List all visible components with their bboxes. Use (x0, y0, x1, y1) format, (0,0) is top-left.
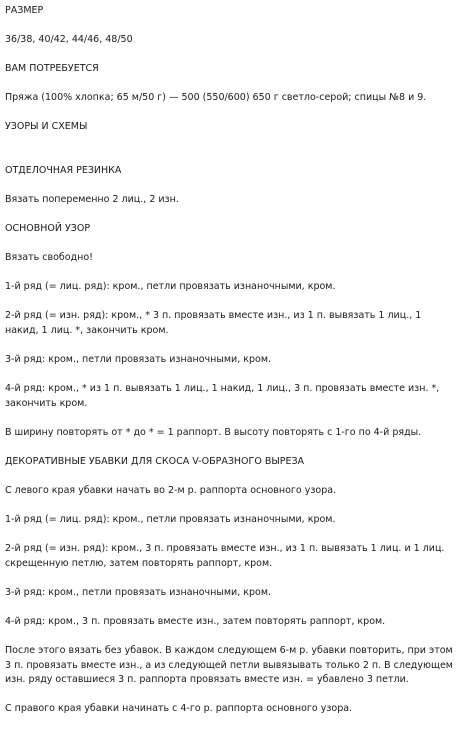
decrease-right: С правого края убавки начинать с 4-го р. раппорта основного узора. (5, 703, 353, 715)
ribbing-text: Вязать попеременно 2 лиц., 2 изн. (5, 194, 179, 206)
decrease-row-3: 3-й ряд: кром., петли провязать изнаночными, кром. (5, 586, 272, 598)
decrease-row-2: 2-й ряд (= изн. ряд): кром., 3 п. провязать вместе изн., из 1 п. вывязать 1 лиц. и 1 лиц. скрещенную петлю, затем повторять раппорт, кром. (5, 543, 445, 569)
main-pattern-heading: ОСНОВНОЙ УЗОР (5, 223, 91, 235)
decrease-heading: ДЕКОРАТИВНЫЕ УБАВКИ ДЛЯ СКОСА V-ОБРАЗНОГО ВЫРЕЗА (5, 456, 305, 467)
decrease-row-1: 1-й ряд (= лиц. ряд): кром., петли провязать изнаночными, кром. (5, 514, 336, 526)
patterns-heading: УЗОРЫ И СХЕМЫ (5, 121, 88, 133)
sizes-text: 36/38, 40/42, 44/46, 48/50 (5, 34, 133, 46)
decrease-row-4: 4-й ряд: кром., 3 п. провязать вместе изн., затем повторять раппорт, кром. (5, 616, 386, 628)
main-pattern-note: Вязать свободно! (5, 252, 93, 264)
size-heading: РАЗМЕР (5, 5, 44, 16)
main-row-4: 4-й ряд: кром., * из 1 п. вывязать 1 лиц., 1 накид, 1 лиц., 3 п. провязать вместе изн. *, закончить кром. (5, 383, 440, 409)
main-row-2: 2-й ряд (= изн. ряд): кром., * 3 п. провязать вместе изн., из 1 п. вывязать 1 лиц., 1 накид, 1 лиц. *, закончить кром. (5, 310, 422, 337)
main-row-3: 3-й ряд: кром., петли провязать изнаночными, кром. (5, 354, 272, 366)
decrease-after: После этого вязать без убавок. В каждом следующем 6-м р. убавки повторить, при этом 3 п. провязать вместе изн., а из следующей петли вывязывать только 2 п. В следующем изн. ряду оставшиеся 3 п. раппорта провязать вместе изн. = убавлено 3 петли. (5, 645, 453, 686)
decrease-intro: С левого края убавки начать во 2-м р. раппорта основного узора. (5, 485, 337, 497)
main-repeat: В ширину повторять от * до * = 1 раппорт. В высоту повторять с 1-го по 4-й ряды. (5, 426, 422, 438)
materials-heading: ВАМ ПОТРЕБУЕТСЯ (5, 63, 99, 75)
main-row-1: 1-й ряд (= лиц. ряд): кром., петли провязать изнаночными, кром. (5, 281, 336, 293)
ribbing-heading: ОТДЕЛОЧНАЯ РЕЗИНКА (5, 164, 122, 176)
materials-text: Пряжа (100% хлопка; 65 м/50 г) — 500 (550/600) 650 г светло-серой; спицы №8 и 9. (5, 92, 427, 104)
